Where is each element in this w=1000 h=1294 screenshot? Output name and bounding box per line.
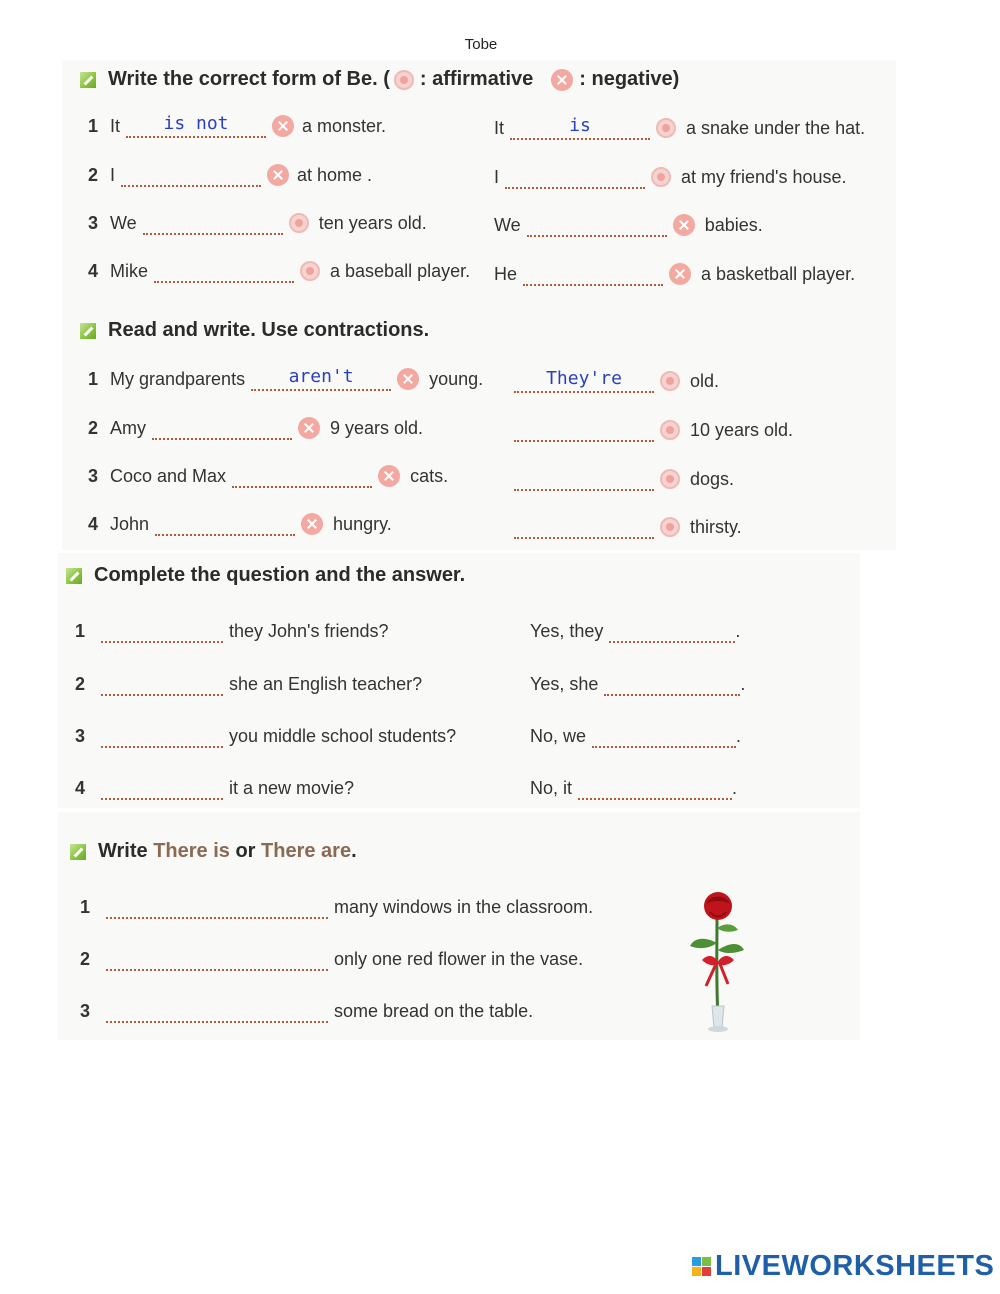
heading-there-is: There is — [153, 840, 230, 862]
negative-icon — [267, 164, 289, 186]
item-number: 3 — [80, 1000, 91, 1021]
answer-prefix: Yes, she — [530, 673, 599, 694]
item-number: 4 — [88, 513, 99, 534]
sentence-rest: cats. — [410, 465, 449, 486]
answer-blank[interactable] — [592, 724, 736, 748]
answer-blank[interactable] — [121, 163, 261, 187]
sentence-rest: babies. — [704, 214, 763, 235]
section-3-heading — [66, 564, 465, 587]
sentence-rest: 9 years old. — [330, 417, 424, 438]
item-number: 2 — [75, 673, 86, 694]
period: . — [736, 725, 742, 746]
s1-row-left — [88, 208, 427, 238]
s2-row — [88, 364, 483, 394]
s2-row — [88, 413, 423, 443]
answer-blank[interactable] — [232, 464, 372, 488]
s1-row-right — [494, 162, 847, 192]
answer-text: aren't — [288, 366, 354, 387]
item-number: 2 — [88, 417, 99, 438]
s3-answer-row — [530, 721, 741, 751]
sentence-rest: at home . — [297, 164, 373, 185]
affirmative-icon — [660, 469, 680, 489]
subject: Amy — [110, 417, 146, 438]
sentence-rest: thirsty. — [690, 516, 742, 537]
affirmative-icon — [656, 118, 676, 138]
item-number: 4 — [88, 260, 99, 281]
item-number: 4 — [75, 777, 86, 798]
period: . — [732, 777, 738, 798]
section-1-heading-text: Write the correct form of Be. ( — [108, 68, 390, 90]
sentence-rest: a monster. — [302, 115, 387, 136]
subject: My grandparents — [110, 368, 246, 389]
answer-text: is not — [163, 113, 229, 134]
answer-blank[interactable] — [510, 116, 650, 140]
s3-answer-row — [530, 669, 745, 699]
item-number: 1 — [75, 620, 86, 641]
item-number: 3 — [88, 465, 99, 486]
subject: It — [110, 115, 121, 136]
s3-answer-row — [530, 773, 737, 803]
s3-question-row — [75, 773, 354, 803]
section-1-heading-affirmative: : affirmative — [419, 68, 534, 90]
s3-answer-row — [530, 616, 740, 646]
rose-leaf — [717, 924, 738, 931]
s4-row — [80, 944, 583, 974]
s1-row-right — [494, 113, 865, 143]
answer-blank[interactable] — [106, 947, 328, 971]
liveworksheets-logo[interactable] — [692, 1250, 994, 1283]
answer-blank[interactable] — [604, 672, 740, 696]
liveworksheets-logo-icon — [692, 1257, 711, 1276]
answer-text: is — [569, 115, 591, 136]
negative-icon — [669, 263, 691, 285]
negative-icon — [272, 115, 294, 137]
s3-question-row — [75, 616, 389, 646]
rose-in-vase-illustration — [684, 888, 754, 1034]
affirmative-icon — [660, 517, 680, 537]
pencil-section-icon — [70, 844, 86, 860]
answer-prefix: Yes, they — [530, 620, 604, 641]
sentence-rest: at my friend's house. — [681, 166, 847, 187]
item-number: 3 — [75, 725, 86, 746]
answer-blank[interactable] — [578, 776, 732, 800]
rose-stem — [717, 918, 718, 1016]
s1-row-left — [88, 256, 470, 286]
answer-prefix: No, it — [530, 777, 573, 798]
s2-row — [88, 509, 392, 539]
answer-blank[interactable] — [514, 369, 654, 393]
subject: I — [494, 166, 500, 187]
answer-blank[interactable] — [505, 165, 645, 189]
question-text: she an English teacher? — [229, 673, 423, 694]
item-number: 2 — [80, 948, 91, 969]
subject: It — [494, 117, 505, 138]
sentence-rest: 10 years old. — [690, 419, 794, 440]
s2-row-right — [508, 415, 793, 445]
section-1-heading — [80, 68, 679, 91]
item-number: 3 — [88, 212, 99, 233]
pencil-section-icon — [80, 72, 96, 88]
s2-row-right — [508, 366, 719, 396]
item-number: 1 — [88, 115, 99, 136]
answer-blank[interactable] — [514, 418, 654, 442]
answer-blank[interactable] — [609, 619, 735, 643]
sentence-rest: dogs. — [690, 468, 735, 489]
sentence-rest: a snake under the hat. — [686, 117, 866, 138]
answer-blank[interactable] — [101, 776, 223, 800]
liveworksheets-logo-text: LIVEWORKSHEETS — [715, 1250, 995, 1282]
answer-blank[interactable] — [527, 213, 667, 237]
answer-blank[interactable] — [155, 512, 295, 536]
section-3-heading-text: Complete the question and the answer. — [94, 564, 466, 586]
answer-blank[interactable] — [101, 724, 223, 748]
subject: We — [110, 212, 137, 233]
subject: John — [110, 513, 150, 534]
answer-text: They're — [546, 368, 622, 389]
rose-leaf — [718, 944, 744, 953]
s3-question-row — [75, 721, 456, 751]
answer-prefix: No, we — [530, 725, 587, 746]
question-text: it a new movie? — [229, 777, 355, 798]
item-number: 1 — [88, 368, 99, 389]
s4-row — [80, 892, 593, 922]
period: . — [740, 673, 746, 694]
s1-row-right — [494, 210, 763, 240]
sentence-rest: old. — [690, 370, 720, 391]
negative-icon — [673, 214, 695, 236]
sentence-rest: ten years old. — [318, 212, 427, 233]
affirmative-icon — [660, 420, 680, 440]
subject: Coco and Max — [110, 465, 227, 486]
heading-or: or — [235, 840, 256, 862]
negative-icon — [298, 417, 320, 439]
affirmative-icon — [394, 70, 414, 90]
pencil-section-icon — [66, 568, 82, 584]
subject: He — [494, 263, 518, 284]
s4-row — [80, 996, 533, 1026]
answer-blank[interactable] — [143, 211, 283, 235]
ribbon-tail — [706, 964, 716, 986]
s1-row-left — [88, 111, 386, 141]
s3-question-row — [75, 669, 422, 699]
sentence-rest: only one red flower in the vase. — [334, 948, 584, 969]
s2-row-right — [508, 464, 734, 494]
answer-blank[interactable] — [126, 114, 266, 138]
negative-icon — [551, 69, 573, 91]
s2-row — [88, 461, 448, 491]
period: . — [735, 620, 741, 641]
glass-vase — [712, 1006, 724, 1028]
answer-blank[interactable] — [106, 999, 328, 1023]
heading-write: Write — [98, 840, 148, 862]
item-number: 1 — [80, 896, 91, 917]
section-1-heading-negative: : negative) — [579, 68, 680, 90]
ribbon-tail — [720, 964, 728, 984]
sentence-rest: a basketball player. — [701, 263, 856, 284]
answer-blank[interactable] — [514, 467, 654, 491]
negative-icon — [397, 368, 419, 390]
subject: I — [110, 164, 116, 185]
subject: Mike — [110, 260, 149, 281]
page-title: Tobe — [464, 36, 498, 53]
affirmative-icon — [660, 371, 680, 391]
vase-base — [708, 1026, 728, 1032]
question-text: you middle school students? — [229, 725, 457, 746]
s1-row-left — [88, 160, 372, 190]
answer-blank[interactable] — [523, 262, 663, 286]
sentence-rest: a baseball player. — [330, 260, 471, 281]
answer-blank[interactable] — [152, 416, 292, 440]
answer-blank[interactable] — [154, 259, 294, 283]
rose-leaf — [690, 939, 717, 948]
sentence-rest: hungry. — [333, 513, 392, 534]
answer-blank[interactable] — [106, 895, 328, 919]
negative-icon — [378, 465, 400, 487]
heading-end: . — [351, 840, 357, 862]
s2-row-right — [508, 512, 742, 542]
affirmative-icon — [300, 261, 320, 281]
pencil-section-icon — [80, 323, 96, 339]
heading-there-are: There are — [261, 840, 352, 862]
section-4-heading — [70, 840, 357, 863]
subject: We — [494, 214, 521, 235]
negative-icon — [301, 513, 323, 535]
item-number: 2 — [88, 164, 99, 185]
section-2-heading-text: Read and write. Use contractions. — [108, 319, 430, 341]
answer-blank[interactable] — [514, 515, 654, 539]
section-2-heading — [80, 319, 429, 342]
answer-blank[interactable] — [101, 619, 223, 643]
affirmative-icon — [289, 213, 309, 233]
sentence-rest: some bread on the table. — [334, 1000, 534, 1021]
sentence-rest: many windows in the classroom. — [334, 896, 594, 917]
affirmative-icon — [651, 167, 671, 187]
answer-blank[interactable] — [251, 367, 391, 391]
question-text: they John's friends? — [229, 620, 389, 641]
s1-row-right — [494, 259, 855, 289]
answer-blank[interactable] — [101, 672, 223, 696]
sentence-rest: young. — [429, 368, 484, 389]
